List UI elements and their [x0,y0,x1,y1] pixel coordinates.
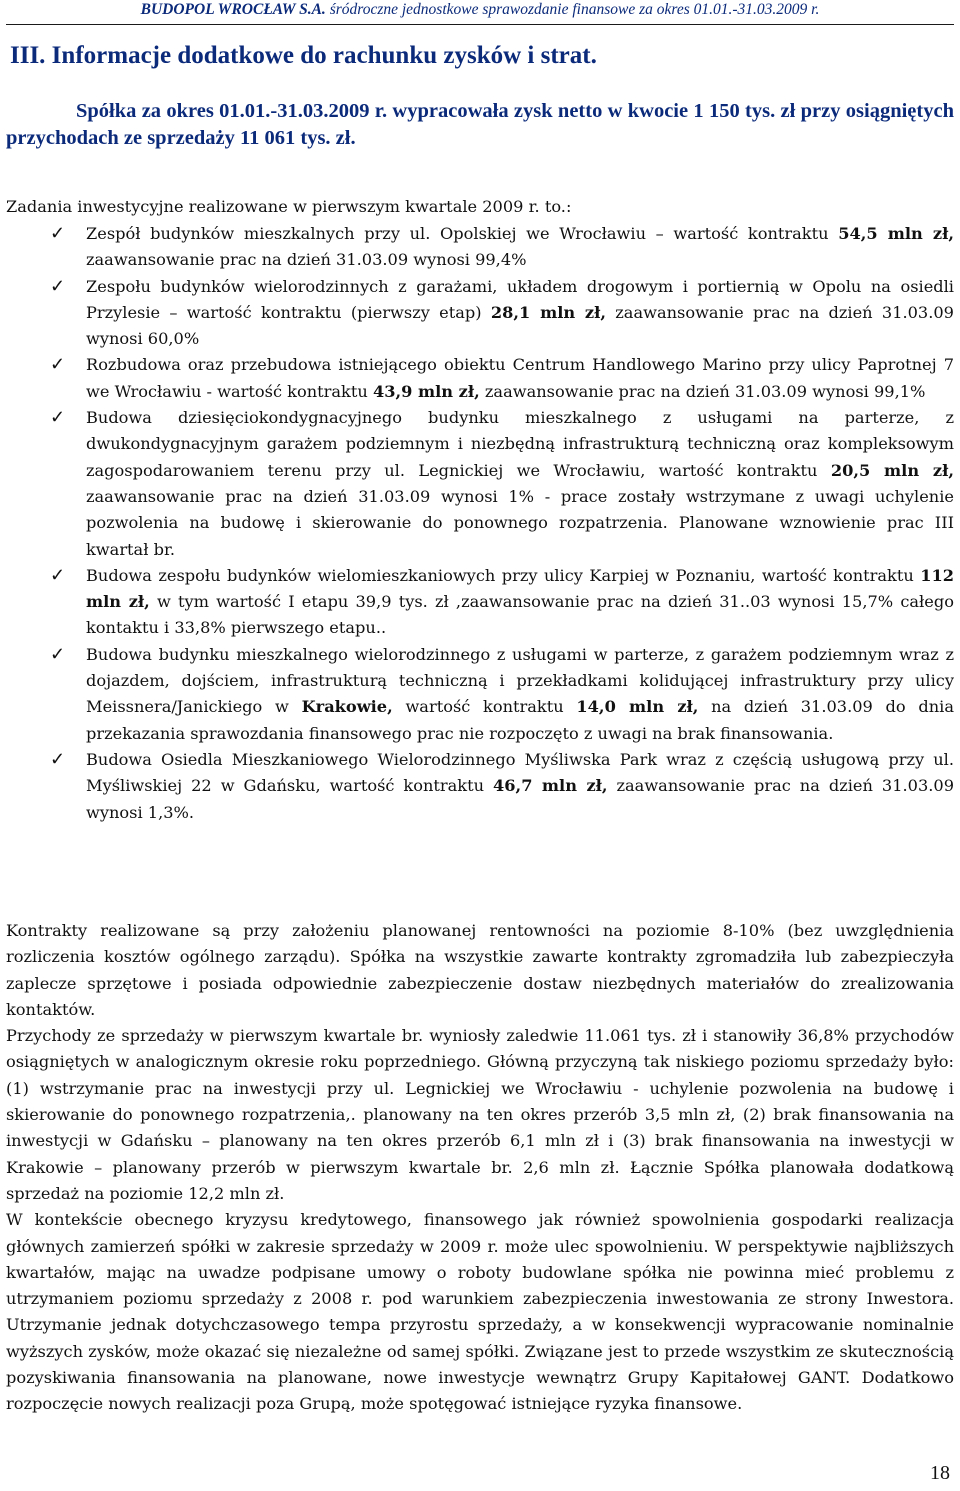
check-icon: ✓ [50,643,66,665]
header-company: BUDOPOL WROCŁAW S.A. [140,1,326,18]
commentary [6,918,954,1418]
item-text: zaawansowanie prac na dzień 31.03.09 wynosi 1,3%. [86,776,954,822]
paragraph-outlook: W kontekście obecnego kryzysu kredytowego, finansowego jak również spowolnienia gospodarki realizacja głównych zamierzeń spółki w zakresie sprzedaży w 2009 r. może ulec spowolnieniu. W perspektywie najbliższych kwartałów, mając na uwadze podpisane umowy o roboty budowlane spółka nie powinna mieć problemu z utrzymaniem poziomu sprzedaży z 2008 r. pod warunkiem zabezpieczenia inwestowania ze strony Inwestora. Utrzymanie jednak dotychczasowego tempa przyrostu sprzedaży, a w konsekwencji wypracowanie nominalnie wyższych zysków, może okazać się niezależne od samej spółki. Związane jest to przede wszystkim ze skutecznością pozyskiwania finansowania na planowane, nowe inwestycje wewnątrz Grupy Kapitałowej GANT. Dodatkowo rozpoczęcie nowych realizacji poza Grupą, może spotęgować istniejące ryzyka finansowe. [6,1210,954,1414]
section-title: III. Informacje dodatkowe do rachunku zysków i strat. [10,42,597,69]
investment-item [6,352,954,405]
contract-value: 28,1 mln zł, [490,302,606,322]
item-text: zaawansowanie prac na dzień 31.03.09 wynosi 99,1% [479,381,926,401]
contract-value: 112 mln zł, [86,565,954,612]
investment-item [6,747,954,826]
investment-item [6,274,954,353]
contract-value: 46,7 mln zł, [493,776,608,796]
contract-value: Krakowie, [301,697,393,717]
running-header [6,0,954,25]
item-text: Budowa dziesięciokondygnacyjnego budynku mieszkalnego z usługami na parterze, z dwukondygnacyjnym garażem podziemnym i niezbędną infrastrukturą techniczną oraz kompleksowym zagospodarowaniem terenu przy ul. Legnickiej we Wrocławiu, wartość kontraktu [86,408,954,480]
check-icon: ✓ [50,223,66,244]
check-icon: ✓ [50,564,66,586]
header-subtitle: śródroczne jednostkowe sprawozdanie finansowe za okres 01.01.-31.03.2009 r. [329,1,820,18]
item-text: na dzień 31.03.09 do dnia przekazania sprawozdania finansowego prac nie rozpoczęto z uwagi na brak finansowania. [86,697,954,743]
item-text: Budowa budynku mieszkalnego wielorodzinnego z usługami w parterze, z garażem podziemnym wraz z dojazdem, dojściem, infrastrukturą techniczną i przekładkami kolidującej infrastruktury przy ulicy Meissnera/Janickiego w [86,644,954,717]
item-text: zaawansowanie prac na dzień 31.03.09 wynosi 99,4% [86,250,527,270]
item-text: Budowa Osiedla Mieszkaniowego Wielorodzinnego Myśliwska Park wraz z częścią usługową przy ul. Myśliwskiej 22 w Gdańsku, wartość kontraktu [86,749,954,796]
contract-value: 14,0 mln zł, [576,697,699,717]
item-text: wartość kontraktu [392,697,577,717]
item-text: Zespołu budynków wielorodzinnych z garażami, układem drogowym i portiernią w Opolu na osiedli Przylesie – wartość kontraktu (pierwszy etap) [86,276,954,322]
item-text: Zespół budynków mieszkalnych przy ul. Opolskiej we Wrocławiu – wartość kontraktu [86,224,839,243]
check-icon: ✓ [50,275,66,297]
investment-item [6,221,954,274]
paragraph-revenue: Przychody ze sprzedaży w pierwszym kwartale br. wyniosły zaledwie 11.061 tys. zł i stanowiły 36,8% przychodów osiągniętych w analogicznym okresie roku poprzedniego. Główną przyczyną tak niskiego poziomu sprzedaży było: (1) wstrzymanie prac na inwestycji przy ul. Legnickiej we Wrocławiu - uchylenie pozwolenia na budowę i skierowanie do ponownego rozpatrzenia,. planowany na ten okres przerób 3,5 mln zł, (2) brak finansowania na inwestycji w Gdańsku – planowany na ten okres przerób 6,1 mln zł i (3) brak finansowania na inwestycji w Krakowie – planowany przerób w pierwszym kwartale br. 2,6 mln zł. Łącznie Spółka planowała dodatkową sprzedaż na poziomie 12,2 mln zł. [6,1026,954,1203]
item-text: Budowa zespołu budynków wielomieszkaniowych przy ulicy Karpiej w Poznaniu, wartość kontraktu [86,565,921,585]
investment-item [6,405,954,563]
investment-item [6,563,954,642]
net-profit-paragraph: Spółka za okres 01.01.-31.03.2009 r. wypracowała zysk netto w kwocie 1 150 tys. zł przy osiągniętych przychodach ze sprzedaży 11 061 tys. zł. [6,100,954,149]
investments-intro: Zadania inwestycyjne realizowane w pierwszym kwartale 2009 r. to.: [6,197,572,216]
page-number: 18 [930,1462,950,1484]
check-icon: ✓ [50,407,66,429]
contract-value: 43,9 mln zł, [372,381,480,401]
paragraph-profitability: Kontrakty realizowane są przy założeniu planowanej rentowności na poziomie 8-10% (bez uwzględnienia rozliczenia kosztów ogólnego zarządu). Spółka na wszystkie zawarte kontrakty zgromadziła lub zabezpieczyła zaplecze sprzętowe i posiada odpowiednie zabezpieczenie dostaw niezbędnych materiałów do zrealizowania kontaktów. [6,921,954,1019]
check-icon: ✓ [50,748,66,770]
contract-value: 54,5 mln zł, [838,224,954,243]
check-icon: ✓ [50,354,66,376]
item-text: w tym wartość I etapu 39,9 tys. zł ,zaawansowanie prac na dzień 31..03 wynosi 15,7% całego kontaktu i 33,8% pierwszego etapu.. [86,592,954,638]
item-text: Rozbudowa oraz przebudowa istniejącego obiektu Centrum Handlowego Marino przy ulicy Paprotnej 7 we Wrocławiu - wartość kontraktu [86,355,954,401]
document-page [6,0,954,1491]
contract-value: 20,5 mln zł, [830,460,954,480]
item-text: zaawansowanie prac na dzień 31.03.09 wynosi 60,0% [86,302,954,349]
item-text: zaawansowanie prac na dzień 31.03.09 wynosi 1% - prace zostały wstrzymane z uwagi uchylenie pozwolenia na budowę i skierowanie do ponownego rozpatrzenia. Planowane wznowienie prac III kwartał br. [86,486,954,559]
investment-item [6,642,954,747]
investments-list [6,221,954,826]
